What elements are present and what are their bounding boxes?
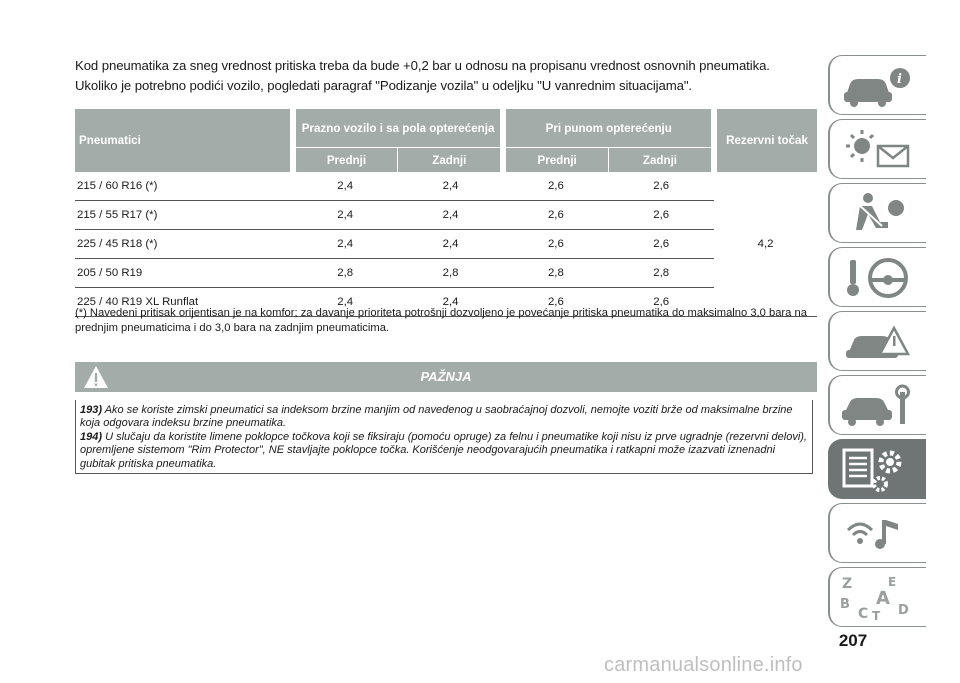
tab-safety[interactable] [828, 183, 926, 243]
subheader-rear-1: Zadnji [398, 148, 504, 173]
safety-icon [838, 190, 918, 238]
pressure-value: 2,6 [608, 201, 714, 230]
pressure-value: 2,4 [293, 230, 398, 259]
pressure-value: 2,8 [608, 259, 714, 288]
subheader-front-2: Prednji [503, 148, 608, 173]
intro-text [75, 56, 815, 96]
maintenance-icon [838, 382, 918, 430]
header-tires: Pneumatici [75, 109, 293, 172]
pressure-value: 2,6 [608, 172, 714, 201]
emergency-icon [838, 318, 918, 366]
warning-item-194 [80, 431, 810, 471]
warning-header [75, 362, 817, 392]
pressure-value: 2,4 [398, 201, 504, 230]
tab-emergency[interactable] [828, 311, 926, 371]
warning-body [75, 400, 813, 474]
pressure-value: 2,6 [503, 172, 608, 201]
header-spare-wheel: Rezervni točak [714, 109, 817, 172]
header-full-load: Pri punom opterećenju [503, 109, 714, 148]
subheader-rear-2: Zadnji [608, 148, 714, 173]
table-row [75, 259, 817, 288]
pressure-value: 2,4 [398, 288, 504, 317]
tire-size: 205 / 50 R19 [75, 259, 293, 288]
pressure-value: 2,4 [293, 172, 398, 201]
table-row [75, 172, 817, 201]
warning-title: PAŽNJA [420, 369, 472, 384]
pressure-value: 2,6 [503, 201, 608, 230]
pressure-value: 2,8 [398, 259, 504, 288]
tab-technical-data[interactable] [828, 439, 926, 499]
index-letter: E [888, 575, 897, 589]
pressure-value: 2,8 [503, 259, 608, 288]
index-letter: D [898, 603, 909, 618]
watermark: carmanualsonline.info [604, 654, 803, 676]
warning-number: 193) [80, 404, 103, 416]
pressure-value: 2,4 [398, 230, 504, 259]
pressure-value: 2,4 [293, 201, 398, 230]
starting-driving-icon [838, 254, 918, 302]
tire-pressure-table [75, 109, 817, 317]
intro-line-2: Ukoliko je potrebno podići vozilo, pogledati paragraf "Podizanje vozila" u odeljku "U vanrednim situacijama". [75, 78, 692, 93]
tab-car-info[interactable] [828, 55, 926, 115]
pressure-value: 2,6 [503, 288, 608, 317]
multimedia-icon [838, 510, 918, 558]
tire-size: 215 / 60 R16 (*) [75, 172, 293, 201]
index-letter: A [876, 588, 890, 609]
pressure-value: 2,4 [293, 288, 398, 317]
pressure-value: 2,6 [503, 230, 608, 259]
svg-text:i: i [897, 72, 902, 87]
page-number: 207 [838, 631, 868, 650]
index-letter: C [858, 606, 869, 622]
intro-line-1: Kod pneumatika za sneg vrednost pritiska treba da bude +0,2 bar u odnosu na propisanu vrednost osnovnih pneumatika. [75, 58, 770, 73]
warning-item-193 [80, 404, 810, 431]
warning-lights-icon [838, 126, 918, 174]
pressure-value: 2,8 [293, 259, 398, 288]
table-row [75, 201, 817, 230]
tire-size: 225 / 45 R18 (*) [75, 230, 293, 259]
index-letter: Z [842, 576, 853, 592]
tab-index[interactable] [828, 567, 926, 627]
tab-warning-lights[interactable] [828, 119, 926, 179]
subheader-front-1: Prednji [293, 148, 398, 173]
index-letter: B [840, 597, 850, 612]
pressure-value: 2,4 [398, 172, 504, 201]
warning-text: U slučaju da koristite limene poklopce točkova koji se fiksiraju (pomoću opruge) za felnu i pneumatike koji nisu iz prve ugradnje (rezervni delovi), opremljene sistemom "Rim Protector", NE stavljajte poklopce točka. Korišćenje neodgovarajućih pneumatika i ratkapni može izazvati iznenadni gubitak pritiska pneumatika. [80, 430, 807, 470]
technical-data-icon [838, 446, 918, 494]
table-row [75, 230, 817, 259]
index-icon [838, 574, 918, 622]
table-footnote: (*) Navedeni pritisak orijentisan je na komfor; za davanje prioriteta potrošnji dozvoljeno je povećanje pritiska pneumatika do maksimalno 3,0 bara na prednjim pneumaticima i do 3,0 bara na zadnjim pneumaticima. [75, 307, 807, 334]
tire-size: 225 / 40 R19 XL Runflat [75, 288, 293, 317]
spare-wheel-pressure: 4,2 [714, 172, 817, 317]
pressure-value: 2,6 [608, 230, 714, 259]
index-letter: T [872, 609, 881, 622]
pressure-value: 2,6 [608, 288, 714, 317]
header-empty-half-load: Prazno vozilo i sa pola opterećenja [293, 109, 504, 148]
warning-text: Ako se koriste zimski pneumatici sa indeksom brzine manjim od navedenog u saobraćajnoj dozvoli, nemojte voziti brže od maksimalne brzine koja odgovara indeksu brzine pneumatika. [80, 404, 793, 430]
tab-maintenance[interactable] [828, 375, 926, 435]
tab-starting-driving[interactable] [828, 247, 926, 307]
tire-size: 215 / 55 R17 (*) [75, 201, 293, 230]
car-info-icon [838, 62, 918, 110]
warning-number: 194) [80, 430, 103, 443]
tab-multimedia[interactable] [828, 503, 926, 563]
